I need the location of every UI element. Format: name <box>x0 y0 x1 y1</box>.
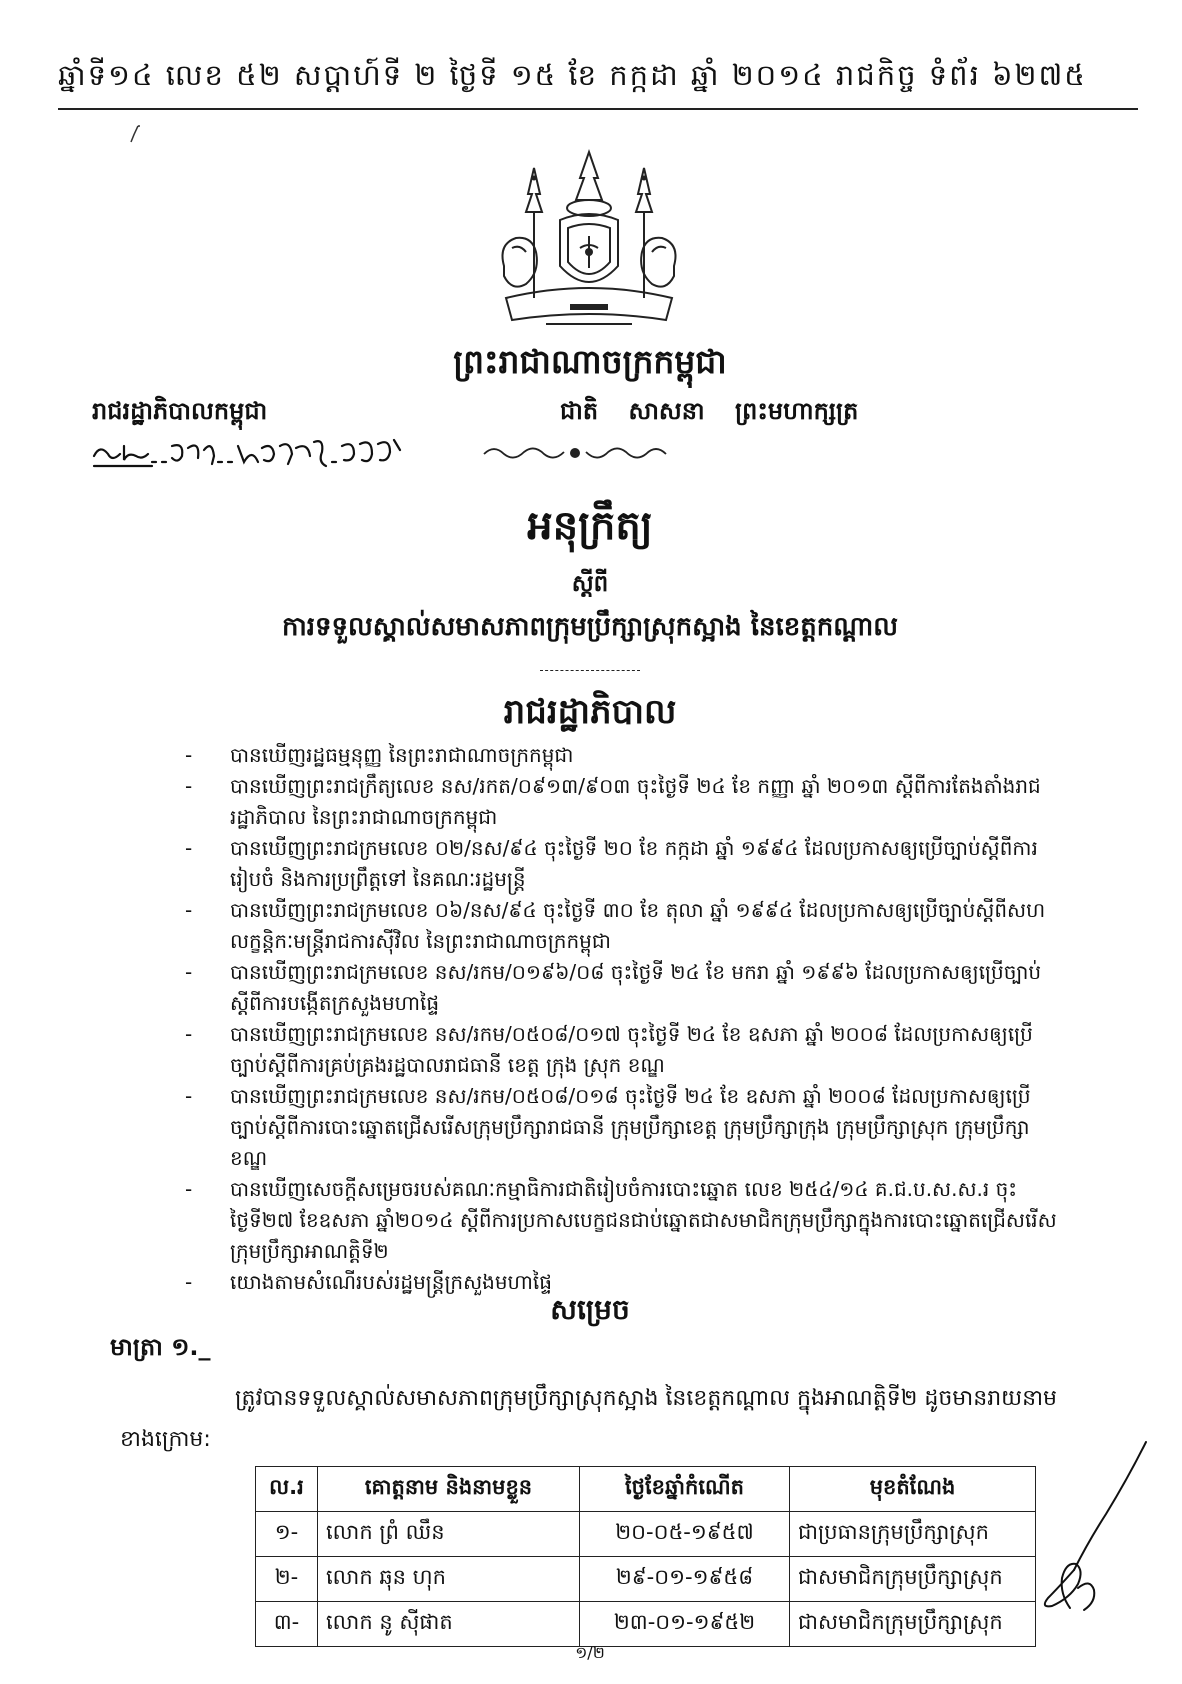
member-name: លោក ព្រំ ឈឹន <box>318 1512 580 1557</box>
row-number: ១- <box>256 1512 318 1557</box>
table-header-row <box>256 1467 1036 1512</box>
gazette-header: ឆ្នាំទី១៤ លេខ ៥២ សប្តាហ៍ទី ២ ថ្ងៃទី ១៥ ខែ កក្កដា ឆ្នាំ ២០១៤ រាជកិច្ច ទំព័រ ៦២៧៥ <box>58 58 1138 110</box>
kingdom-name: ព្រះរាជាណាចក្រកម្ពុជា <box>453 342 727 381</box>
member-name: លោក នូ ស៊ីផាត <box>318 1602 580 1647</box>
column-header: គោត្តនាម និងនាមខ្លួន <box>318 1467 580 1512</box>
signature-initial-mark <box>1018 1438 1158 1620</box>
birth-date: ២៣-០១-១៩៥២ <box>580 1602 790 1647</box>
consideration-item: - បានឃើញសេចក្តីសម្រេចរបស់គណៈកម្មាធិការជាតិរៀបចំការបោះឆ្នោត លេខ ២៥៤/១៤ គ.ជ.ប.ស.ស.រ ចុះថ្ងៃទី២៧ ខែឧសភា ឆ្នាំ២០១៤ ស្តីពីការប្រកាសបេក្ខជនជាប់ឆ្នោតជាសមាជិកក្រុមប្រឹក្សាក្នុងការបោះឆ្នោតជ្រើសរើសក្រុមប្រឹក្សាអាណត្តិទី២ <box>185 1174 1065 1267</box>
row-number: ៣- <box>256 1602 318 1647</box>
column-header: ថ្ងៃខែឆ្នាំកំណើត <box>580 1467 790 1512</box>
row-number: ២- <box>256 1557 318 1602</box>
national-motto: ជាតិ សាសនា ព្រះមហាក្សត្រ <box>560 397 859 425</box>
article-text: ត្រូវបានទទួលស្គាល់សមាសភាពក្រុមប្រឹក្សាស្រុកស្អាង នៃខេត្តកណ្តាល ក្នុងអាណត្តិទី២ ដូចមានរាយនាមខាងក្រោម: <box>120 1386 1058 1452</box>
birth-date: ២៩-០១-១៩៥៨ <box>580 1557 790 1602</box>
considerations-list <box>185 740 1065 1298</box>
document-type-title: អនុក្រឹត្យ <box>527 503 653 549</box>
column-header: ល.រ <box>256 1467 318 1512</box>
page-number: ១/២ <box>575 1643 605 1662</box>
ornament-divider-icon <box>480 440 670 466</box>
article-label: មាត្រា ១._ <box>110 1333 211 1361</box>
birth-date: ២០-០៥-១៩៥៧ <box>580 1512 790 1557</box>
position: ជាសមាជិកក្រុមប្រឹក្សាស្រុក <box>790 1557 1036 1602</box>
decision-heading: សម្រេច <box>550 1293 630 1326</box>
consideration-item: - បានឃើញព្រះរាជក្រមលេខ ០២/នស/៩៤ ចុះថ្ងៃទី ២០ ខែ កក្កដា ឆ្នាំ ១៩៩៤ ដែលប្រកាសឲ្យប្រើច្បាប់ស្តីពីការរៀបចំ និងការប្រព្រឹត្តទៅ នៃគណៈរដ្ឋមន្ត្រី <box>185 833 1065 895</box>
stray-pen-mark <box>128 124 142 144</box>
consideration-item: - បានឃើញព្រះរាជក្រមលេខ នស/រកម/០៥០៨/០១៧ ចុះថ្ងៃទី ២៤ ខែ ឧសភា ឆ្នាំ ២០០៨ ដែលប្រកាសឲ្យប្រើច្បាប់ស្តីពីការគ្រប់គ្រងរដ្ឋបាលរាជធានី ខេត្ត ក្រុង ស្រុក ខណ្ឌ <box>185 1019 1065 1081</box>
consideration-item: - បានឃើញរដ្ឋធម្មនុញ្ញ នៃព្រះរាជាណាចក្រកម្ពុជា <box>185 740 1065 771</box>
column-header: មុខតំណែង <box>790 1467 1036 1512</box>
member-name: លោក ឆុន ហុក <box>318 1557 580 1602</box>
table-row <box>256 1512 1036 1557</box>
consideration-item: - បានឃើញព្រះរាជក្រឹត្យលេខ នស/រកត/០៩១៣/៩០៣ ចុះថ្ងៃទី ២៤ ខែ កញ្ញា ឆ្នាំ ២០១៣ ស្តីពីការតែងតាំងរាជរដ្ឋាភិបាល នៃព្រះរាជាណាចក្រកម្ពុជា <box>185 771 1065 833</box>
concerning-label: ស្តីពី <box>571 571 609 597</box>
council-members-table <box>255 1466 1036 1647</box>
royal-coat-of-arms-icon <box>486 148 692 338</box>
consideration-item: - បានឃើញព្រះរាជក្រមលេខ នស/រកម/០៥០៨/០១៨ ចុះថ្ងៃទី ២៤ ខែ ឧសភា ឆ្នាំ ២០០៨ ដែលប្រកាសឲ្យប្រើច្បាប់ស្តីពីការបោះឆ្នោតជ្រើសរើសក្រុមប្រឹក្សារាជធានី ក្រុមប្រឹក្សាខេត្ត ក្រុមប្រឹក្សាក្រុង ក្រុមប្រឹក្សាស្រុក ក្រុមប្រឹក្សាខណ្ឌ <box>185 1081 1065 1174</box>
consideration-item: - បានឃើញព្រះរាជក្រមលេខ ០៦/នស/៩៤ ចុះថ្ងៃទី ៣០ ខែ តុលា ឆ្នាំ ១៩៩៤ ដែលប្រកាសឲ្យប្រើច្បាប់ស្តីពីសហលក្ខន្តិកៈមន្ត្រីរាជការស៊ីវិល នៃព្រះរាជាណាចក្រកម្ពុជា <box>185 895 1065 957</box>
subject-divider <box>540 670 640 671</box>
position: ជាប្រធានក្រុមប្រឹក្សាស្រុក <box>790 1512 1036 1557</box>
position: ជាសមាជិកក្រុមប្រឹក្សាស្រុក <box>790 1602 1036 1647</box>
consideration-item: - យោងតាមសំណើរបស់រដ្ឋមន្ត្រីក្រសួងមហាផ្ទៃ <box>185 1267 1065 1298</box>
table-row <box>256 1557 1036 1602</box>
reference-number-handwritten <box>92 432 412 472</box>
document-subject: ការទទួលស្គាល់សមាសភាពក្រុមប្រឹក្សាស្រុកស្អាង នៃខេត្តកណ្តាល <box>281 612 898 642</box>
government-name: រាជរដ្ឋាភិបាលកម្ពុជា <box>92 397 268 425</box>
consideration-item: - បានឃើញព្រះរាជក្រមលេខ នស/រកម/០១៩៦/០៨ ចុះថ្ងៃទី ២៤ ខែ មករា ឆ្នាំ ១៩៩៦ ដែលប្រកាសឲ្យប្រើច្បាប់ស្តីពីការបង្កើតក្រសួងមហាផ្ទៃ <box>185 957 1065 1019</box>
issuer-title: រាជរដ្ឋាភិបាល <box>503 692 677 732</box>
table-row <box>256 1602 1036 1647</box>
